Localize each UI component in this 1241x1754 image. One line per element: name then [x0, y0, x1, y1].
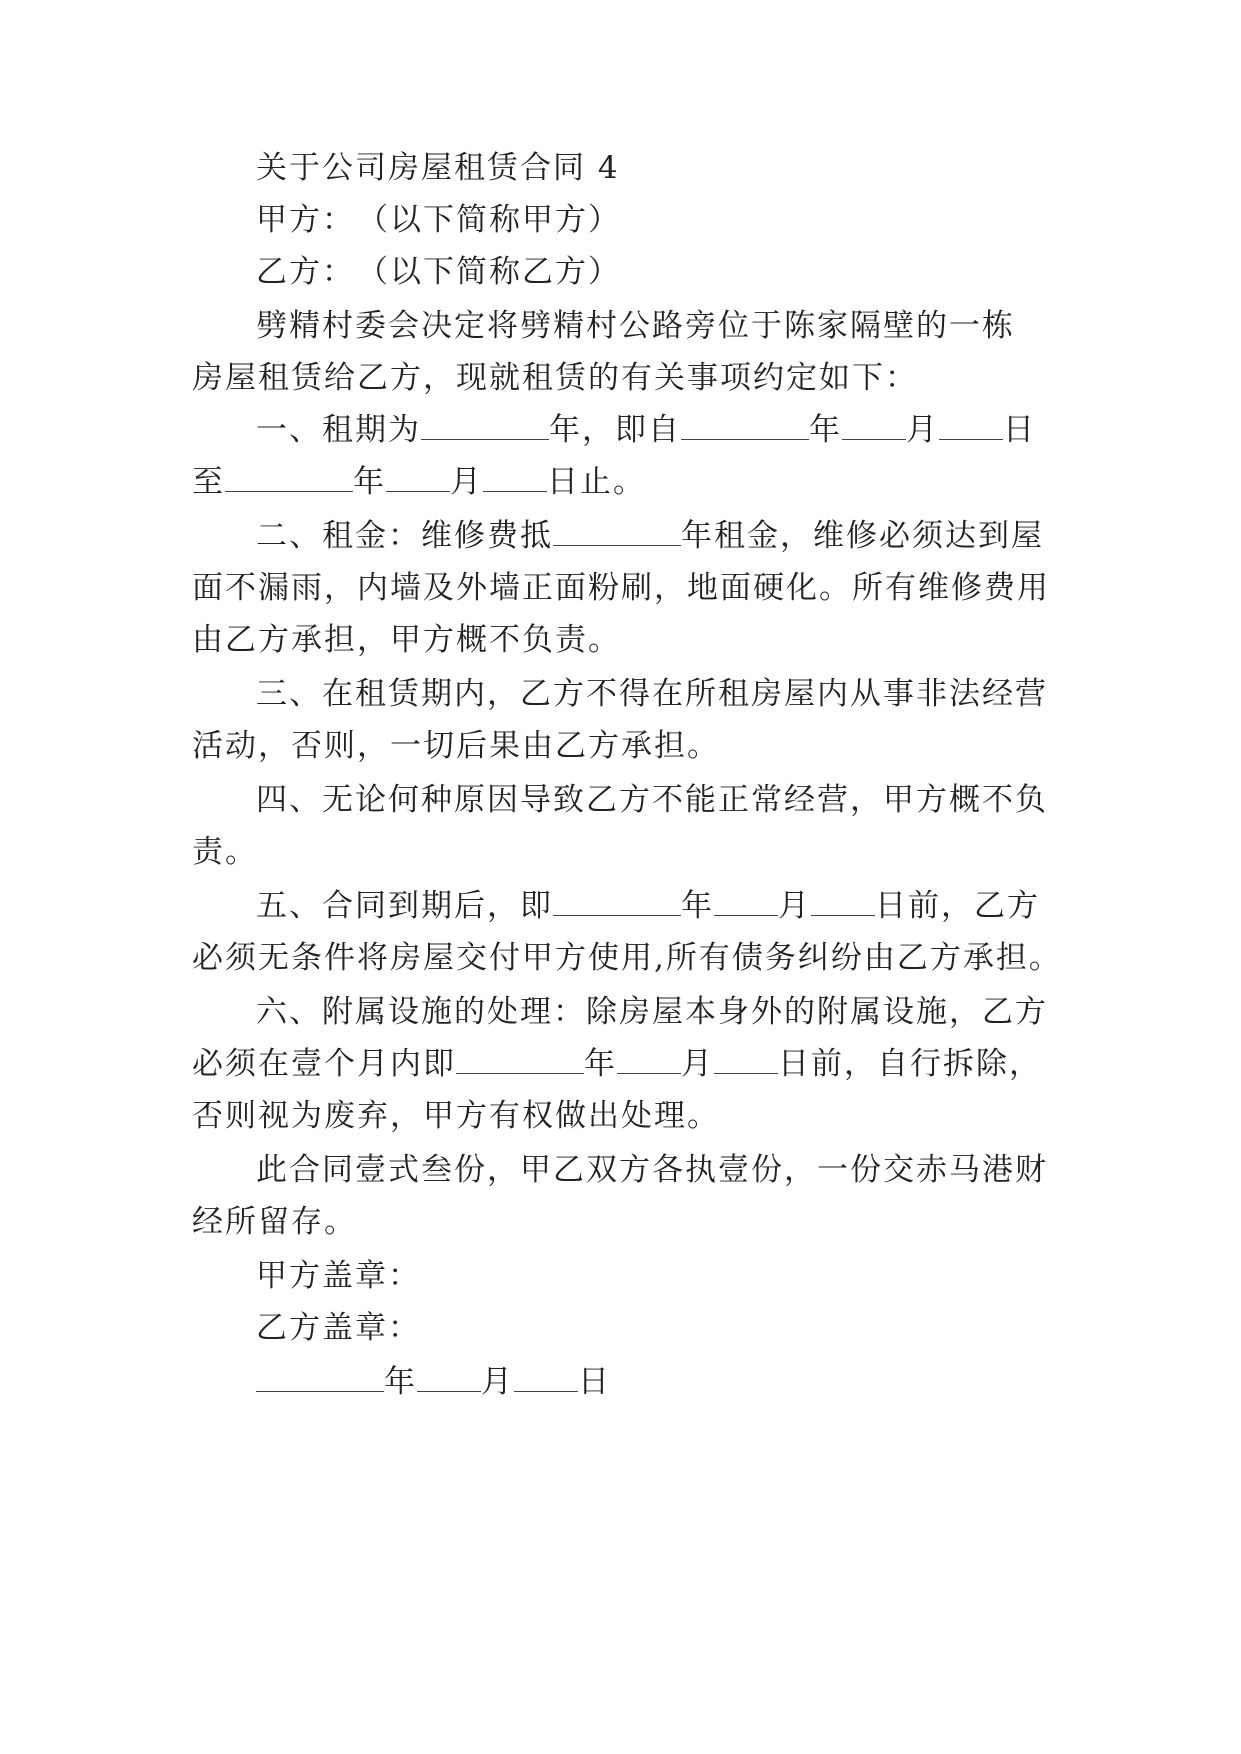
clause-text: 年租金，维修必须达到屋 [681, 518, 1044, 554]
clause-text: 五、合同到期后，即 [256, 888, 553, 924]
clause-3-line-2: 活动，否则，一切后果由乙方承担。 [192, 728, 720, 764]
blank-month [417, 1363, 481, 1392]
clause-text: 年 [584, 1046, 617, 1082]
blank-month [842, 411, 906, 440]
blank-month [617, 1045, 681, 1074]
clause-3-line-1: 三、在租赁期内，乙方不得在所租房屋内从事非法经营 [256, 676, 1048, 712]
closing-line-1: 此合同壹式叁份，甲乙双方各执壹份，一份交赤马港财 [256, 1152, 1048, 1188]
closing-line-2: 经所留存。 [192, 1204, 357, 1240]
clause-5-line-2: 必须无条件将房屋交付甲方使用,所有债务纠纷由乙方承担。 [192, 940, 1062, 976]
intro-line-1: 劈精村委会决定将劈精村公路旁位于陈家隔壁的一栋 [256, 308, 1015, 344]
blank-years [553, 517, 681, 546]
blank-year [256, 1363, 384, 1392]
signing-date [256, 1362, 611, 1402]
date-day-label: 日 [578, 1364, 611, 1400]
blank-day [714, 1045, 778, 1074]
party-a-line: 甲方： （以下简称甲方） [256, 202, 621, 238]
clause-text: 日 [1003, 412, 1036, 448]
clause-6-line-2 [192, 1044, 1042, 1084]
clause-text: 日前，乙方 [875, 888, 1040, 924]
clause-text: 日前，自行拆除， [778, 1046, 1042, 1082]
date-year-label: 年 [384, 1364, 417, 1400]
blank-day [811, 887, 875, 916]
blank-day [939, 411, 1003, 440]
blank-year [553, 887, 681, 916]
clause-1-line-1 [256, 410, 1036, 450]
intro-line-2: 房屋租赁给乙方，现就租赁的有关事项约定如下： [192, 360, 918, 396]
clause-4-line-2: 责。 [192, 834, 258, 870]
party-a-seal: 甲方盖章： [256, 1258, 421, 1294]
blank-month [386, 463, 450, 492]
clause-text: 一、租期为 [256, 412, 421, 448]
clause-text: 日止。 [547, 464, 646, 500]
clause-text: 至 [192, 464, 225, 500]
blank-year [456, 1045, 584, 1074]
clause-5-line-1 [256, 886, 1040, 926]
clause-text: 月 [906, 412, 939, 448]
clause-text: 月 [681, 1046, 714, 1082]
clause-text: 月 [778, 888, 811, 924]
clause-1-line-2 [192, 462, 646, 502]
blank-month [714, 887, 778, 916]
party-b-seal: 乙方盖章： [256, 1310, 421, 1346]
clause-text: 年 [681, 888, 714, 924]
clause-2-line-1 [256, 516, 1044, 556]
party-b-line: 乙方： （以下简称乙方） [256, 254, 621, 290]
blank-day [514, 1363, 578, 1392]
blank-year [225, 463, 353, 492]
clause-text: 年，即自 [549, 412, 681, 448]
clause-4-line-1: 四、无论何种原因导致乙方不能正常经营，甲方概不负 [256, 782, 1048, 818]
clause-2-line-3: 由乙方承担，甲方概不负责。 [192, 622, 621, 658]
blank-day [483, 463, 547, 492]
clause-text: 年 [353, 464, 386, 500]
clause-text: 年 [809, 412, 842, 448]
clause-text: 二、租金：维修费抵 [256, 518, 553, 554]
document-title: 关于公司房屋租赁合同 4 [256, 150, 620, 186]
clause-text: 月 [450, 464, 483, 500]
clause-text: 必须在壹个月内即 [192, 1046, 456, 1082]
clause-6-line-1: 六、附属设施的处理：除房屋本身外的附属设施，乙方 [256, 994, 1048, 1030]
blank-years [421, 411, 549, 440]
blank-year [681, 411, 809, 440]
date-month-label: 月 [481, 1364, 514, 1400]
clause-2-line-2: 面不漏雨，内墙及外墙正面粉刷，地面硬化。所有维修费用 [192, 570, 1050, 606]
clause-6-line-3: 否则视为废弃，甲方有权做出处理。 [192, 1098, 720, 1134]
